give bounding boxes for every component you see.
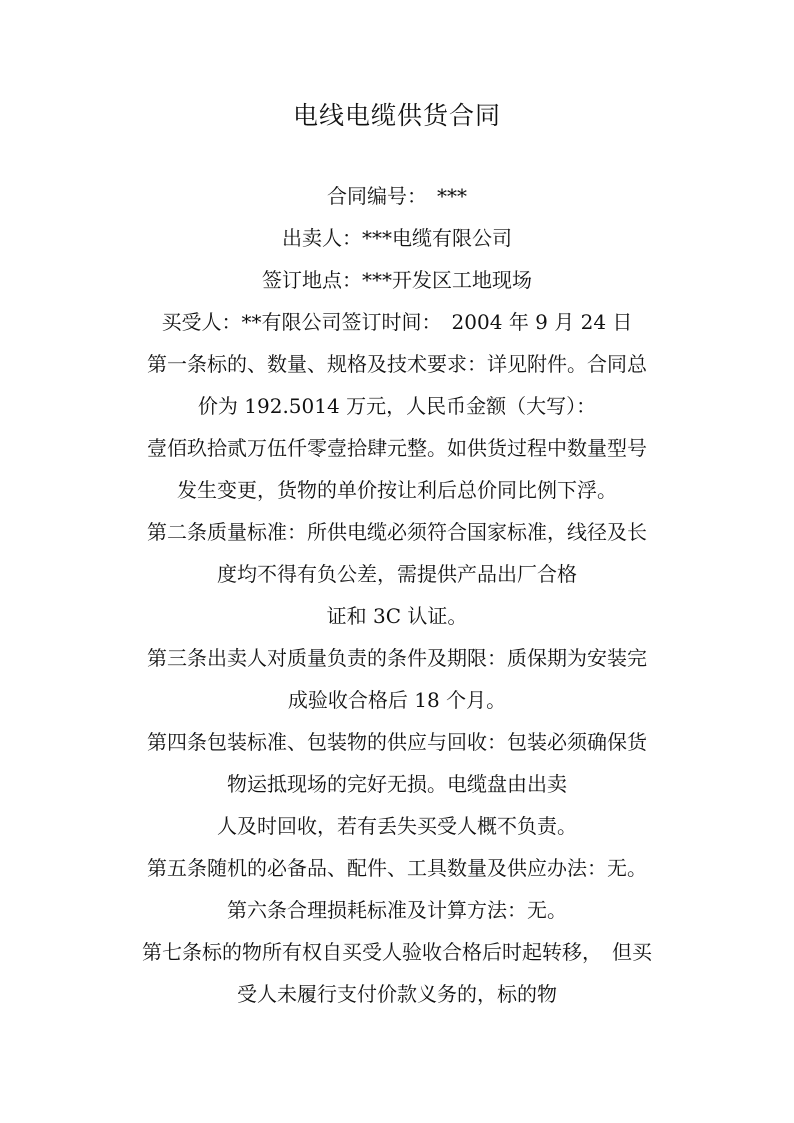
clause-4-line-3: 人及时回收，若有丢失买受人概不负责。 [217,814,577,838]
clause-7-line-2: 受人未履行支付价款义务的，标的物 [237,982,557,1006]
seller: 出卖人：***电缆有限公司 [282,226,512,250]
clause-3-line-1: 第三条出卖人对质量负责的条件及期限：质保期为安装完 [147,646,647,670]
clause-6: 第六条合理损耗标准及计算方法：无。 [227,898,567,922]
buyer-and-signing-date: 买受人：**有限公司签订时间： 2004 年 9 月 24 日 [161,310,633,334]
clause-2-line-3: 证和 3C 认证。 [326,604,468,628]
clause-1-line-4: 发生变更，货物的单价按让利后总价同比例下浮。 [177,478,617,502]
signing-location: 签订地点：***开发区工地现场 [262,268,532,292]
clause-2-line-1: 第二条质量标准：所供电缆必须符合国家标准，线径及长 [147,520,647,544]
clause-5: 第五条随机的必备品、配件、工具数量及供应办法：无。 [147,856,647,880]
clause-2-line-2: 度均不得有负公差，需提供产品出厂合格 [217,562,577,586]
contract-number: 合同编号： *** [327,184,467,208]
clause-4-line-1: 第四条包装标准、包装物的供应与回收：包装必须确保货 [147,730,647,754]
document-title: 电线电缆供货合同 [292,101,501,130]
clause-3-line-2: 成验收合格后 18 个月。 [287,688,507,712]
clause-1-line-2: 价为 192.5014 万元，人民币金额（大写）： [197,394,597,418]
clause-7-line-1: 第七条标的物所有权自买受人验收合格后时起转移， 但买 [142,940,652,964]
clause-1-line-3: 壹佰玖拾贰万伍仟零壹拾肆元整。如供货过程中数量型号 [147,436,647,460]
clause-1-line-1: 第一条标的、数量、规格及技术要求：详见附件。合同总 [147,352,647,376]
clause-4-line-2: 物运抵现场的完好无损。电缆盘由出卖 [227,772,567,796]
